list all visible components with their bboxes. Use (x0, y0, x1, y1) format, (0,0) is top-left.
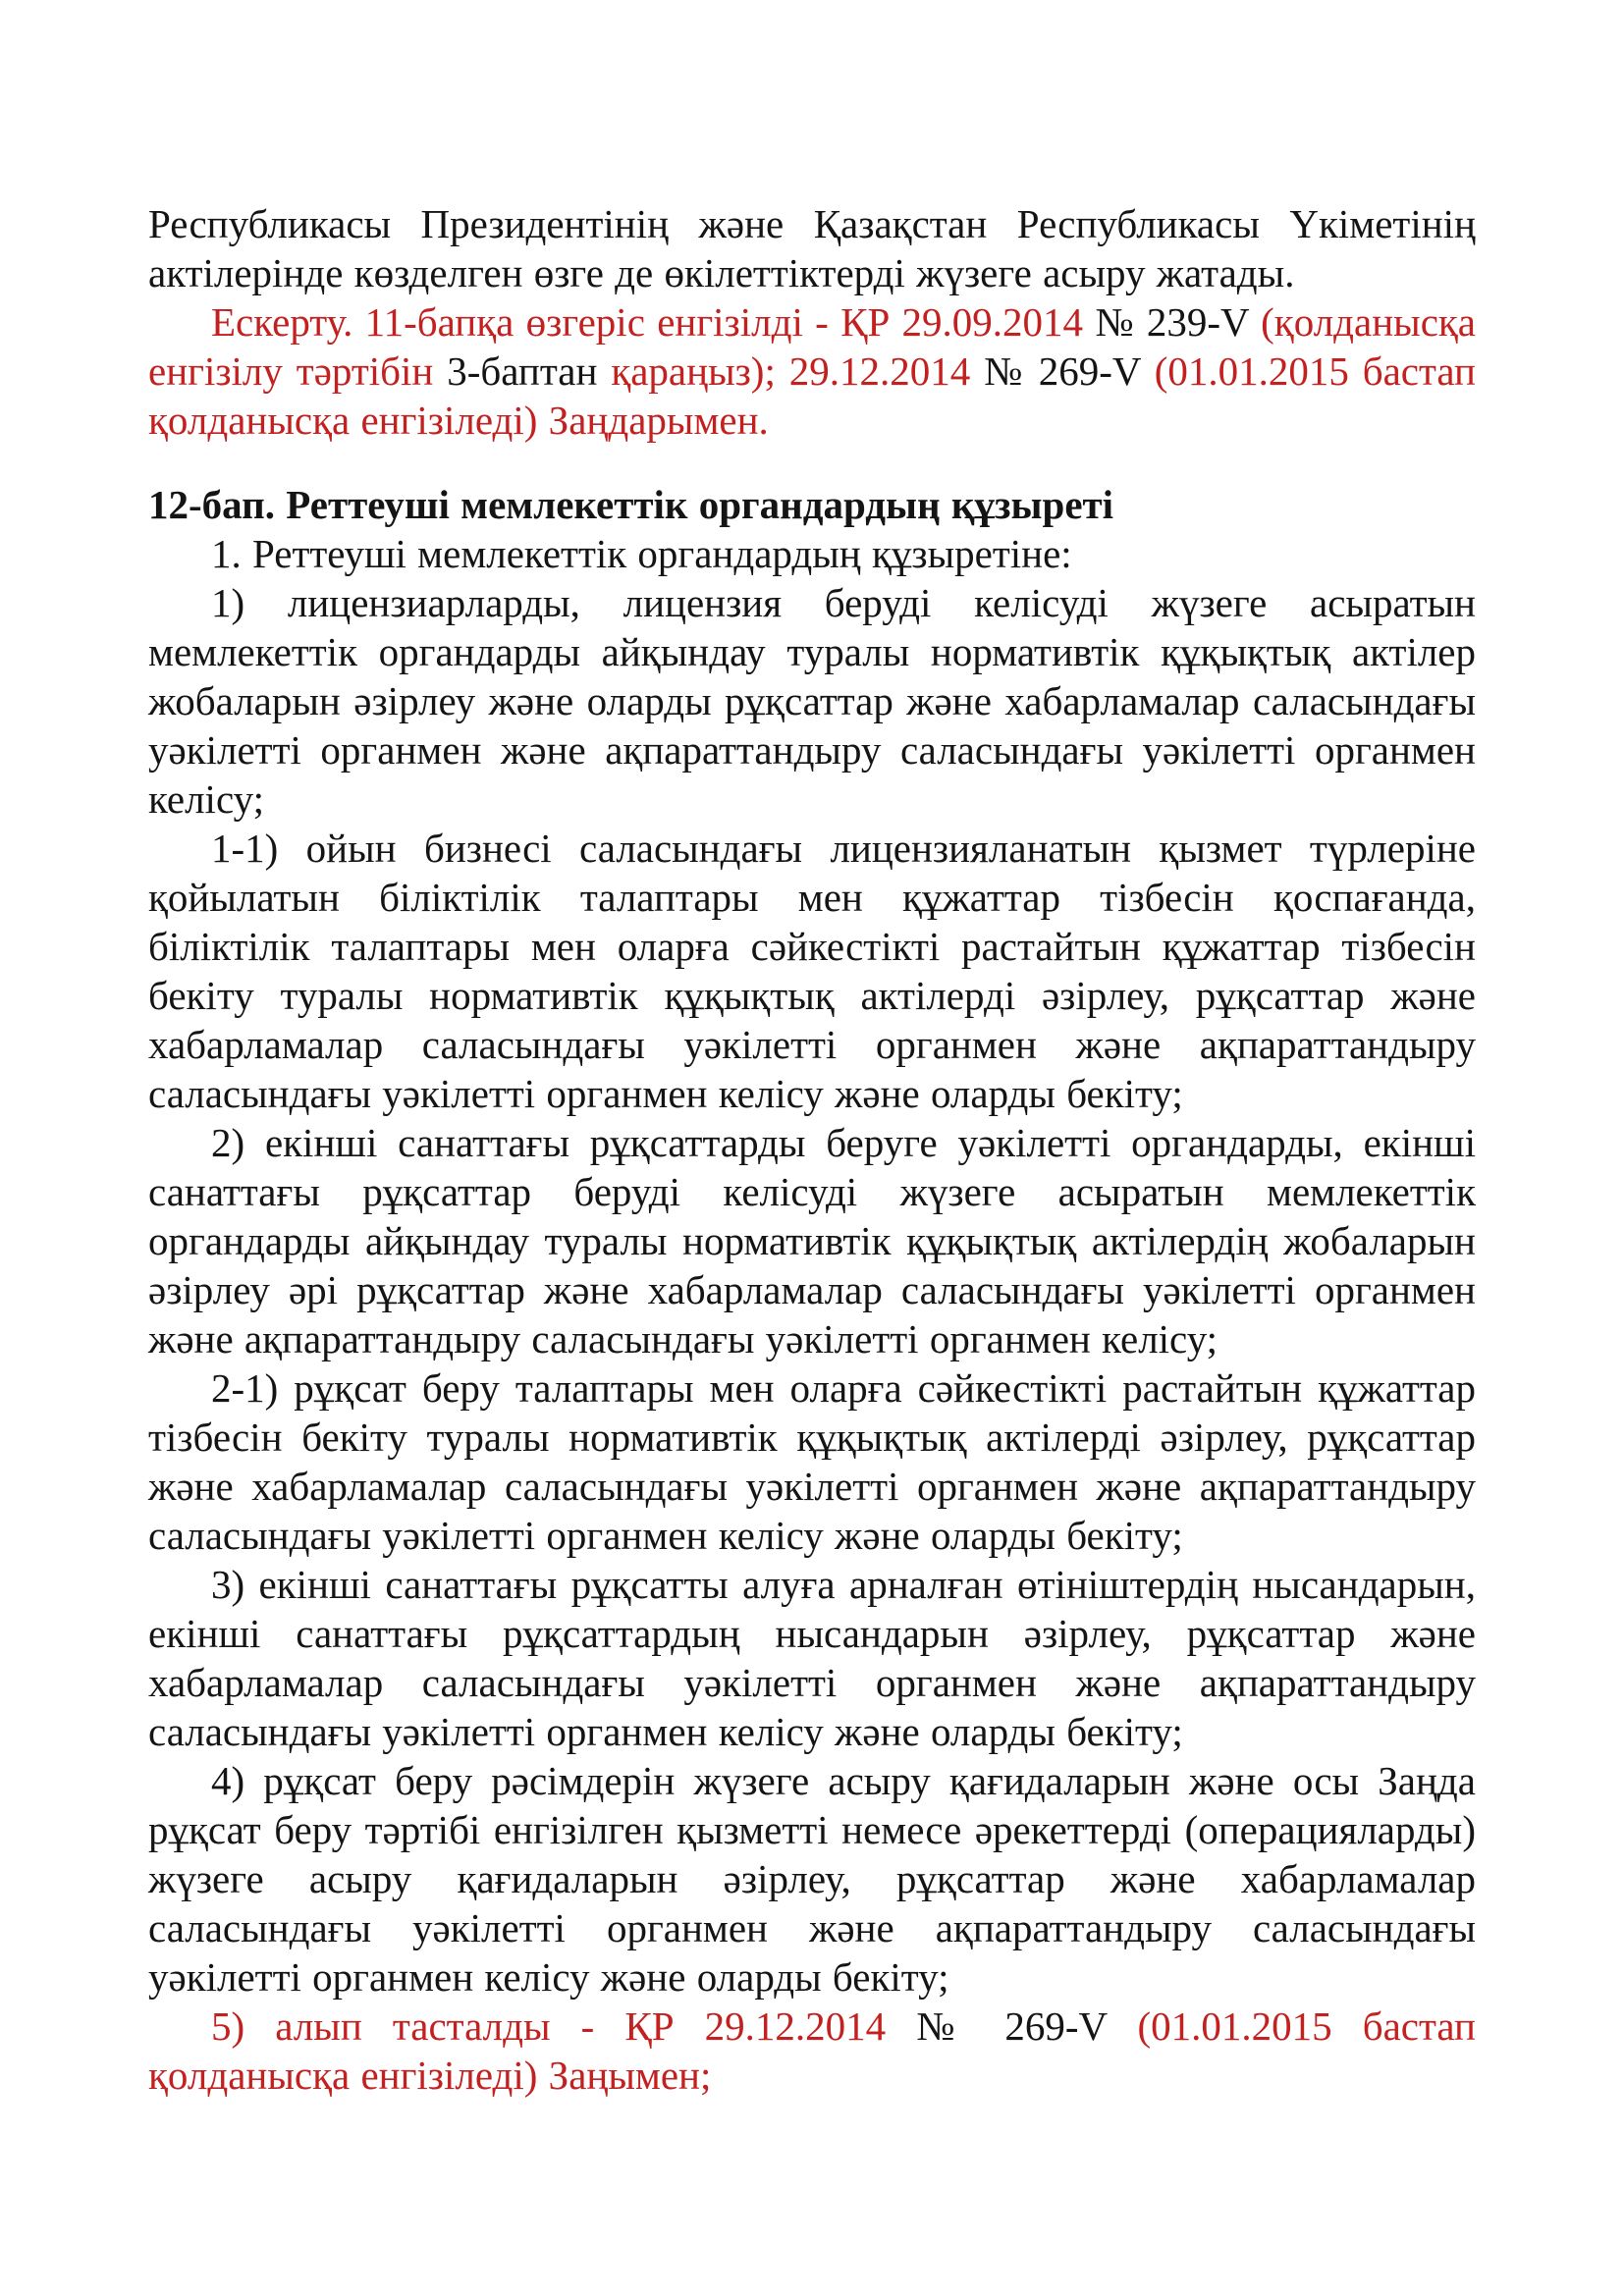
paragraph-continuation (148, 199, 1476, 297)
amendment-note (148, 297, 1476, 445)
subclause-4 (148, 1756, 1476, 2002)
subclause-2-1 (148, 1363, 1476, 1560)
subclause-1-text: 1) лицензиарларды, лицензия беруді келісуді жүзеге асыратын мемлекеттік органдарды айқындау туралы нормативтік құқықтық актілер жобаларын әзірлеу және оларды рұқсаттар және хабарламалар саласындағы уәкілетті органмен және ақпараттандыру саласындағы уәкілетті органмен келісу; (148, 580, 1476, 822)
amendment-note-segment: № 269-V (984, 348, 1155, 394)
subclause-2 (148, 1118, 1476, 1363)
amendment-note-segment: (01.01.2015 бастап қолданысқа енгізіледі) Заңдарымен. (148, 348, 1476, 443)
subclause-5-segment: 5) алып тасталды - ҚР 29.12.2014 (211, 2003, 917, 2049)
subclause-5-removed (148, 2002, 1476, 2100)
amendment-note-segment: 3-баптан (447, 348, 612, 394)
article-heading-text: 12-бап. Реттеуші мемлекеттік органдардың құзыреті (148, 482, 1114, 527)
subclause-1-1 (148, 824, 1476, 1118)
subclause-3-text: 3) екінші санаттағы рұқсатты алуға арналған өтініштердің нысандарын, екінші санаттағы рұқсаттардың нысандарын әзірлеу, рұқсаттар және хабарламалар саласындағы уәкілетті органмен және ақпараттандыру саласындағы уәкілетті органмен келісу және оларды бекіту; (148, 1562, 1476, 1754)
subclause-4-text: 4) рұқсат беру рәсімдерін жүзеге асыру қағидаларын және осы Заңда рұқсат беру тәртібі енгізілген қызметті немесе әрекеттерді (операцияларды) жүзеге асыру қағидаларын әзірлеу, рұқсаттар және хабарламалар саласындағы уәкілетті органмен және ақпараттандыру саласындағы уәкілетті органмен келісу және оларды бекіту; (148, 1758, 1476, 2000)
subclause-3 (148, 1560, 1476, 1756)
subclause-5-segment: № 269-V (916, 2003, 1138, 2049)
amendment-note-segment: (қолданысқа енгізілу тәртібін (148, 299, 1477, 394)
clause-intro (148, 529, 1476, 578)
amendment-note-segment: № 239-V (1095, 299, 1262, 345)
article-heading (148, 480, 1476, 529)
subclause-1-1-text: 1-1) ойын бизнесі саласындағы лицензияланатын қызмет түрлеріне қойылатын біліктілік талаптары мен құжаттар тізбесін қоспағанда, біліктілік талаптары мен оларға сәйкестікті растайтын құжаттар тізбесін бекіту туралы нормативтік құқықтық актілерді әзірлеу, рұқсаттар және хабарламалар саласындағы уәкілетті органмен және ақпараттандыру саласындағы уәкілетті органмен келісу және оларды бекіту; (148, 826, 1476, 1116)
subclause-5-segment: (01.01.2015 бастап қолданысқа енгізіледі) Заңымен; (148, 2003, 1476, 2098)
subclause-1 (148, 578, 1476, 824)
clause-intro-text: 1. Реттеуші мемлекеттік органдардың құзыретіне: (211, 531, 1072, 576)
subclause-2-1-text: 2-1) рұқсат беру талаптары мен оларға сәйкестікті растайтын құжаттар тізбесін бекіту туралы нормативтік құқықтық актілерді әзірлеу, рұқсаттар және хабарламалар саласындағы уәкілетті органмен және ақпараттандыру саласындағы уәкілетті органмен келісу және оларды бекіту; (148, 1365, 1476, 1558)
amendment-note-segment: қараңыз); 29.12.2014 (611, 348, 985, 394)
amendment-note-segment: Ескерту. 11-бапқа өзгеріс енгізілді - ҚР 29.09.2014 (211, 299, 1096, 345)
subclause-2-text: 2) екінші санаттағы рұқсаттарды беруге уәкілетті органдарды, екінші санаттағы рұқсаттар беруді келісуді жүзеге асыратын мемлекеттік органдарды айқындау туралы нормативтік құқықтық актілердің жобаларын әзірлеу әрі рұқсаттар және хабарламалар саласындағы уәкілетті органмен және ақпараттандыру саласындағы уәкілетті органмен келісу; (148, 1120, 1476, 1362)
paragraph-continuation-text: Республикасы Президентінің және Қазақстан Республикасы Үкіметінің актілерінде көзделген өзге де өкілеттіктерді жүзеге асыру жатады. (148, 201, 1476, 295)
